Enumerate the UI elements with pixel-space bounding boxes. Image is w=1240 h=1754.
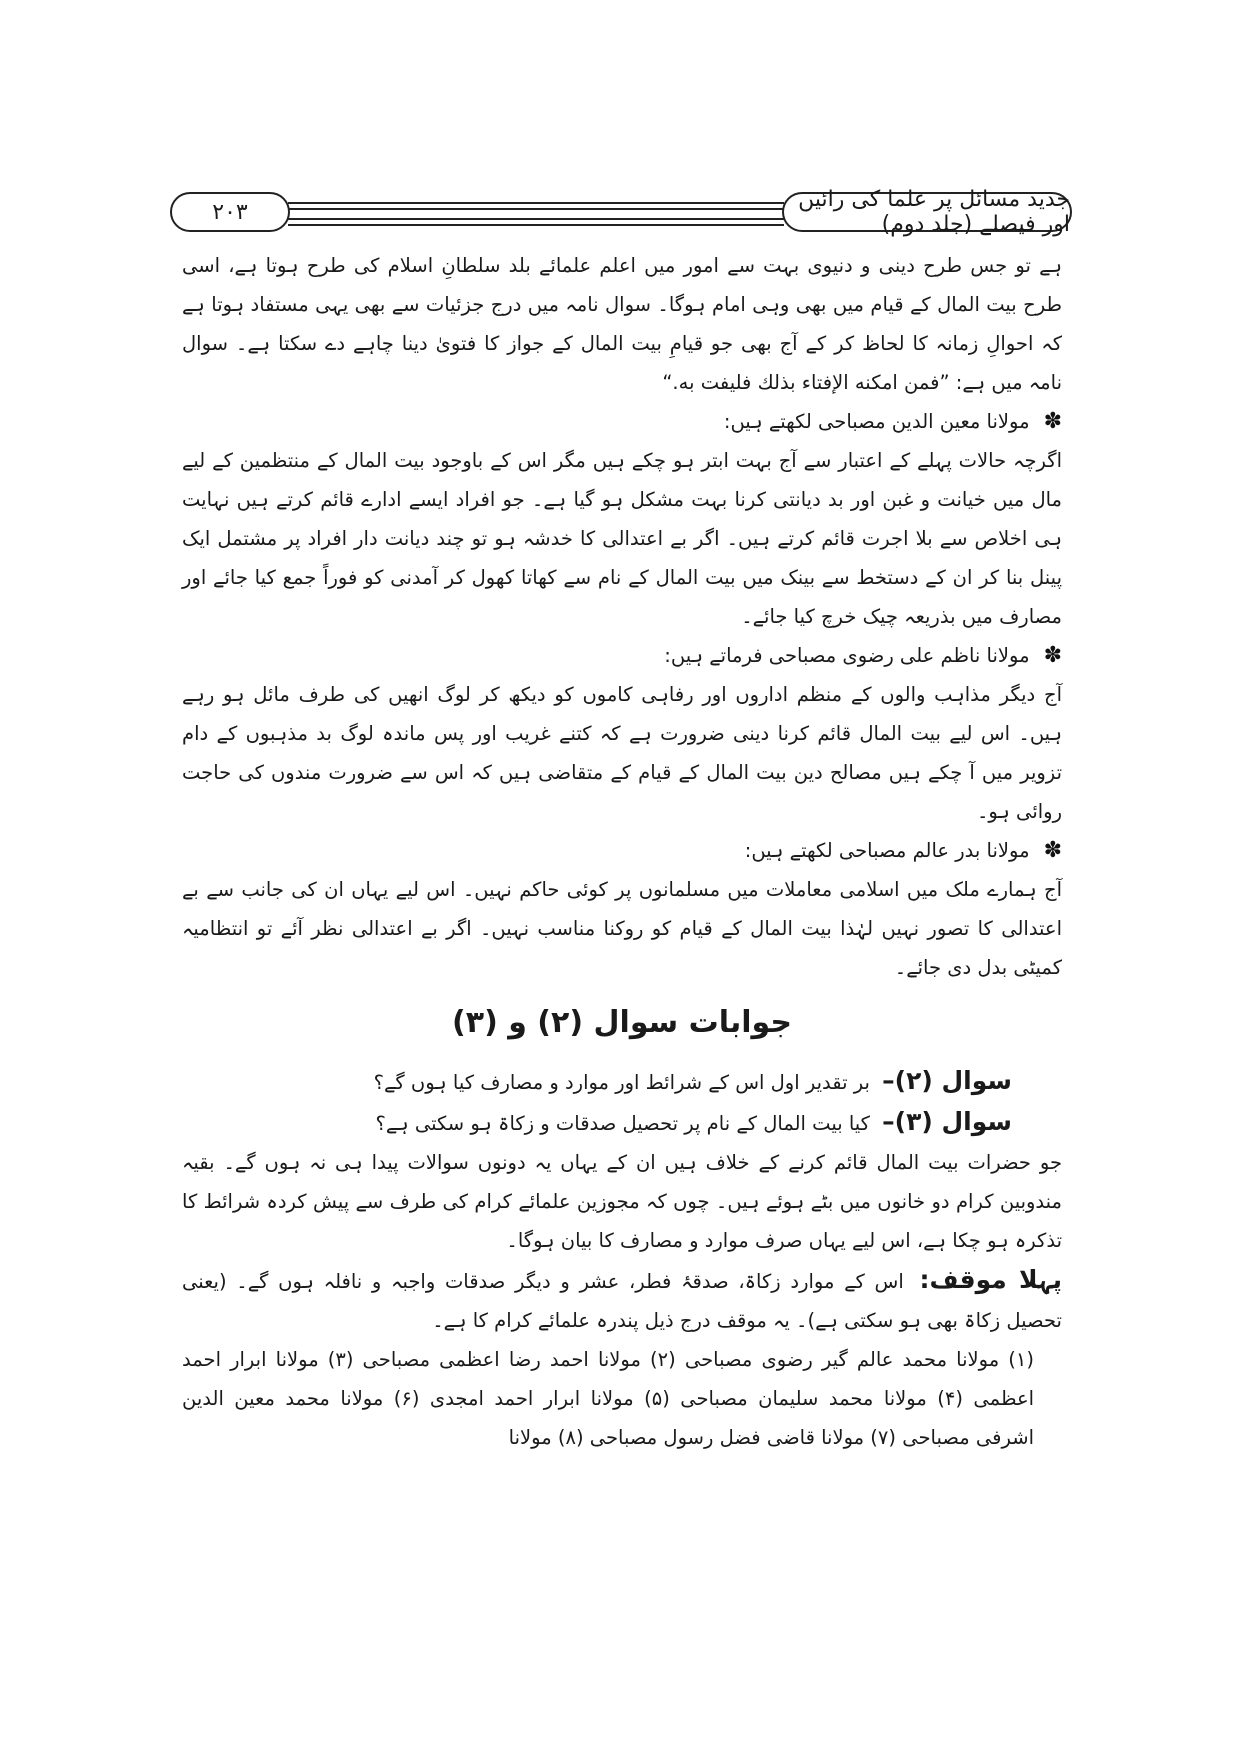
book-title: جدید مسائل پر علما کی رائیں اور فیصلے (جلد دوم) xyxy=(782,192,1072,232)
question-2 xyxy=(182,1061,1062,1102)
flower-bullet-icon: ✽ xyxy=(1043,838,1062,863)
header-rule xyxy=(288,218,784,220)
paragraph: آج دیگر مذاہب والوں کے منظم اداروں اور رفاہی کاموں کو دیکھ کر لوگ انھیں کی طرف مائل ہو رہے ہیں۔ اس لیے بیت المال قائم کرنا دینی ضرورت ہے کہ کتنے غریب اور پس ماندہ لوگ بد مذہبوں کے دام تزویر میں آ چکے ہیں مصالح دین بیت المال کے قیام کے متقاضی ہیں کہ اس سے ضرورت مندوں کی حاجت روائی ہو۔ xyxy=(182,683,1062,823)
paragraph: اگرچہ حالات پہلے کے اعتبار سے آج بہت ابتر ہو چکے ہیں مگر اس کے باوجود بیت المال کے منتظمین کے لیے مال میں خیانت و غبن اور بد دیانتی کرنا بہت مشکل ہو گیا ہے۔ جو افراد ایسے ادارے قائم کرتے ہیں نہایت ہی اخلاص سے بلا اجرت قائم کرتے ہیں۔ اگر بے اعتدالی کا خدشہ ہو تو چند دیانت دار افراد پر مشتمل ایک پینل بنا کر ان کے دستخط سے بینک میں بیت المال کے نام سے کھاتا کھول کر آمدنی کو فوراً جمع کیا جائے اور مصارف میں بذریعہ چیک خرچ کیا جائے۔ xyxy=(182,449,1062,628)
quote-heading xyxy=(182,636,1062,675)
question-text: کیا بیت المال کے نام پر تحصیل صدقات و زکاۃ ہو سکتی ہے؟ xyxy=(375,1112,870,1135)
paragraph: جو حضرات بیت المال قائم کرنے کے خلاف ہیں ان کے یہاں یہ دونوں سوالات پیدا ہی نہ ہوں گے۔ بقیہ مندوبین کرام دو خانوں میں بٹے ہوئے ہیں۔ چوں کہ مجوزین علمائے کرام کی طرف سے پیش کردہ شرائط کا تذکرہ ہو چکا ہے، اس لیے یہاں صرف موارد و مصارف کا بیان ہوگا۔ xyxy=(182,1151,1062,1252)
position-paragraph xyxy=(182,1260,1062,1340)
flower-bullet-icon: ✽ xyxy=(1043,643,1062,668)
page-number: ۲۰۳ xyxy=(170,192,290,232)
header-rule xyxy=(288,202,784,204)
question-text: بر تقدیر اول اس کے شرائط اور موارد و مصارف کیا ہوں گے؟ xyxy=(373,1071,870,1094)
question-3 xyxy=(182,1102,1062,1143)
page-body xyxy=(182,246,1062,1457)
quote-heading-text: مولانا ناظم علی رضوی مصباحی فرماتے ہیں: xyxy=(664,644,1030,667)
position-text: اس کے موارد زکاۃ، صدقۂ فطر، عشر و دیگر صدقات واجبہ و نافلہ ہوں گے۔ (یعنی تحصیل زکاۃ بھی ہو سکتی ہے)۔ یہ موقف درج ذیل پندرہ علمائے کرام کا ہے۔ xyxy=(182,1270,1062,1332)
flower-bullet-icon: ✽ xyxy=(1043,409,1062,434)
quote-heading xyxy=(182,402,1062,441)
section-title: جوابات سوال (۲) و (۳) xyxy=(452,1005,792,1040)
quote-heading-text: مولانا بدر عالم مصباحی لکھتے ہیں: xyxy=(744,839,1030,862)
page-header xyxy=(170,188,1072,238)
paragraph: ہے تو جس طرح دینی و دنیوی بہت سے امور میں اعلم علمائے بلد سلطانِ اسلام کی طرح ہوتا ہے، اسی طرح بیت المال کے قیام میں بھی وہی امام ہوگا۔ سوال نامہ میں درج جزئیات سے بھی یہی مستفاد ہوتا ہے کہ احوالِ زمانہ کا لحاظ کر کے آج بھی جو قیامِ بیت المال کے جواز کا فتویٰ دینا چاہے دے سکتا ہے۔ سوال نامہ میں ہے: ”فمن امكنه الإفتاء بذلك فليفت به.“ xyxy=(182,254,1062,394)
question-label: سوال (۳)– xyxy=(882,1107,1012,1136)
header-rule xyxy=(288,224,784,226)
scholar-list: (۱) مولانا محمد عالم گیر رضوی مصباحی (۲) مولانا احمد رضا اعظمی مصباحی (۳) مولانا ابرار احمد اعظمی (۴) مولانا محمد سلیمان مصباحی (۵) مولانا ابرار احمد امجدی (۶) مولانا محمد معین الدین اشرفی مصباحی (۷) مولانا قاضی فضل رسول مصباحی (۸) مولانا xyxy=(182,1348,1035,1449)
quote-heading-text: مولانا معین الدین مصباحی لکھتے ہیں: xyxy=(723,410,1030,433)
paragraph: آج ہمارے ملک میں اسلامی معاملات میں مسلمانوں پر کوئی حاکم نہیں۔ اس لیے یہاں ان کی جانب سے بے اعتدالی کا تصور نہیں لہٰذا بیت المال کے قیام کو روکنا مناسب نہیں۔ اگر بے اعتدالی نظر آئے تو انتظامیہ کمیٹی بدل دی جائے۔ xyxy=(182,878,1062,979)
header-rule xyxy=(288,208,784,210)
question-label: سوال (۲)– xyxy=(882,1066,1012,1095)
quote-heading xyxy=(182,831,1062,870)
position-label: پہلا موقف: xyxy=(919,1265,1063,1294)
